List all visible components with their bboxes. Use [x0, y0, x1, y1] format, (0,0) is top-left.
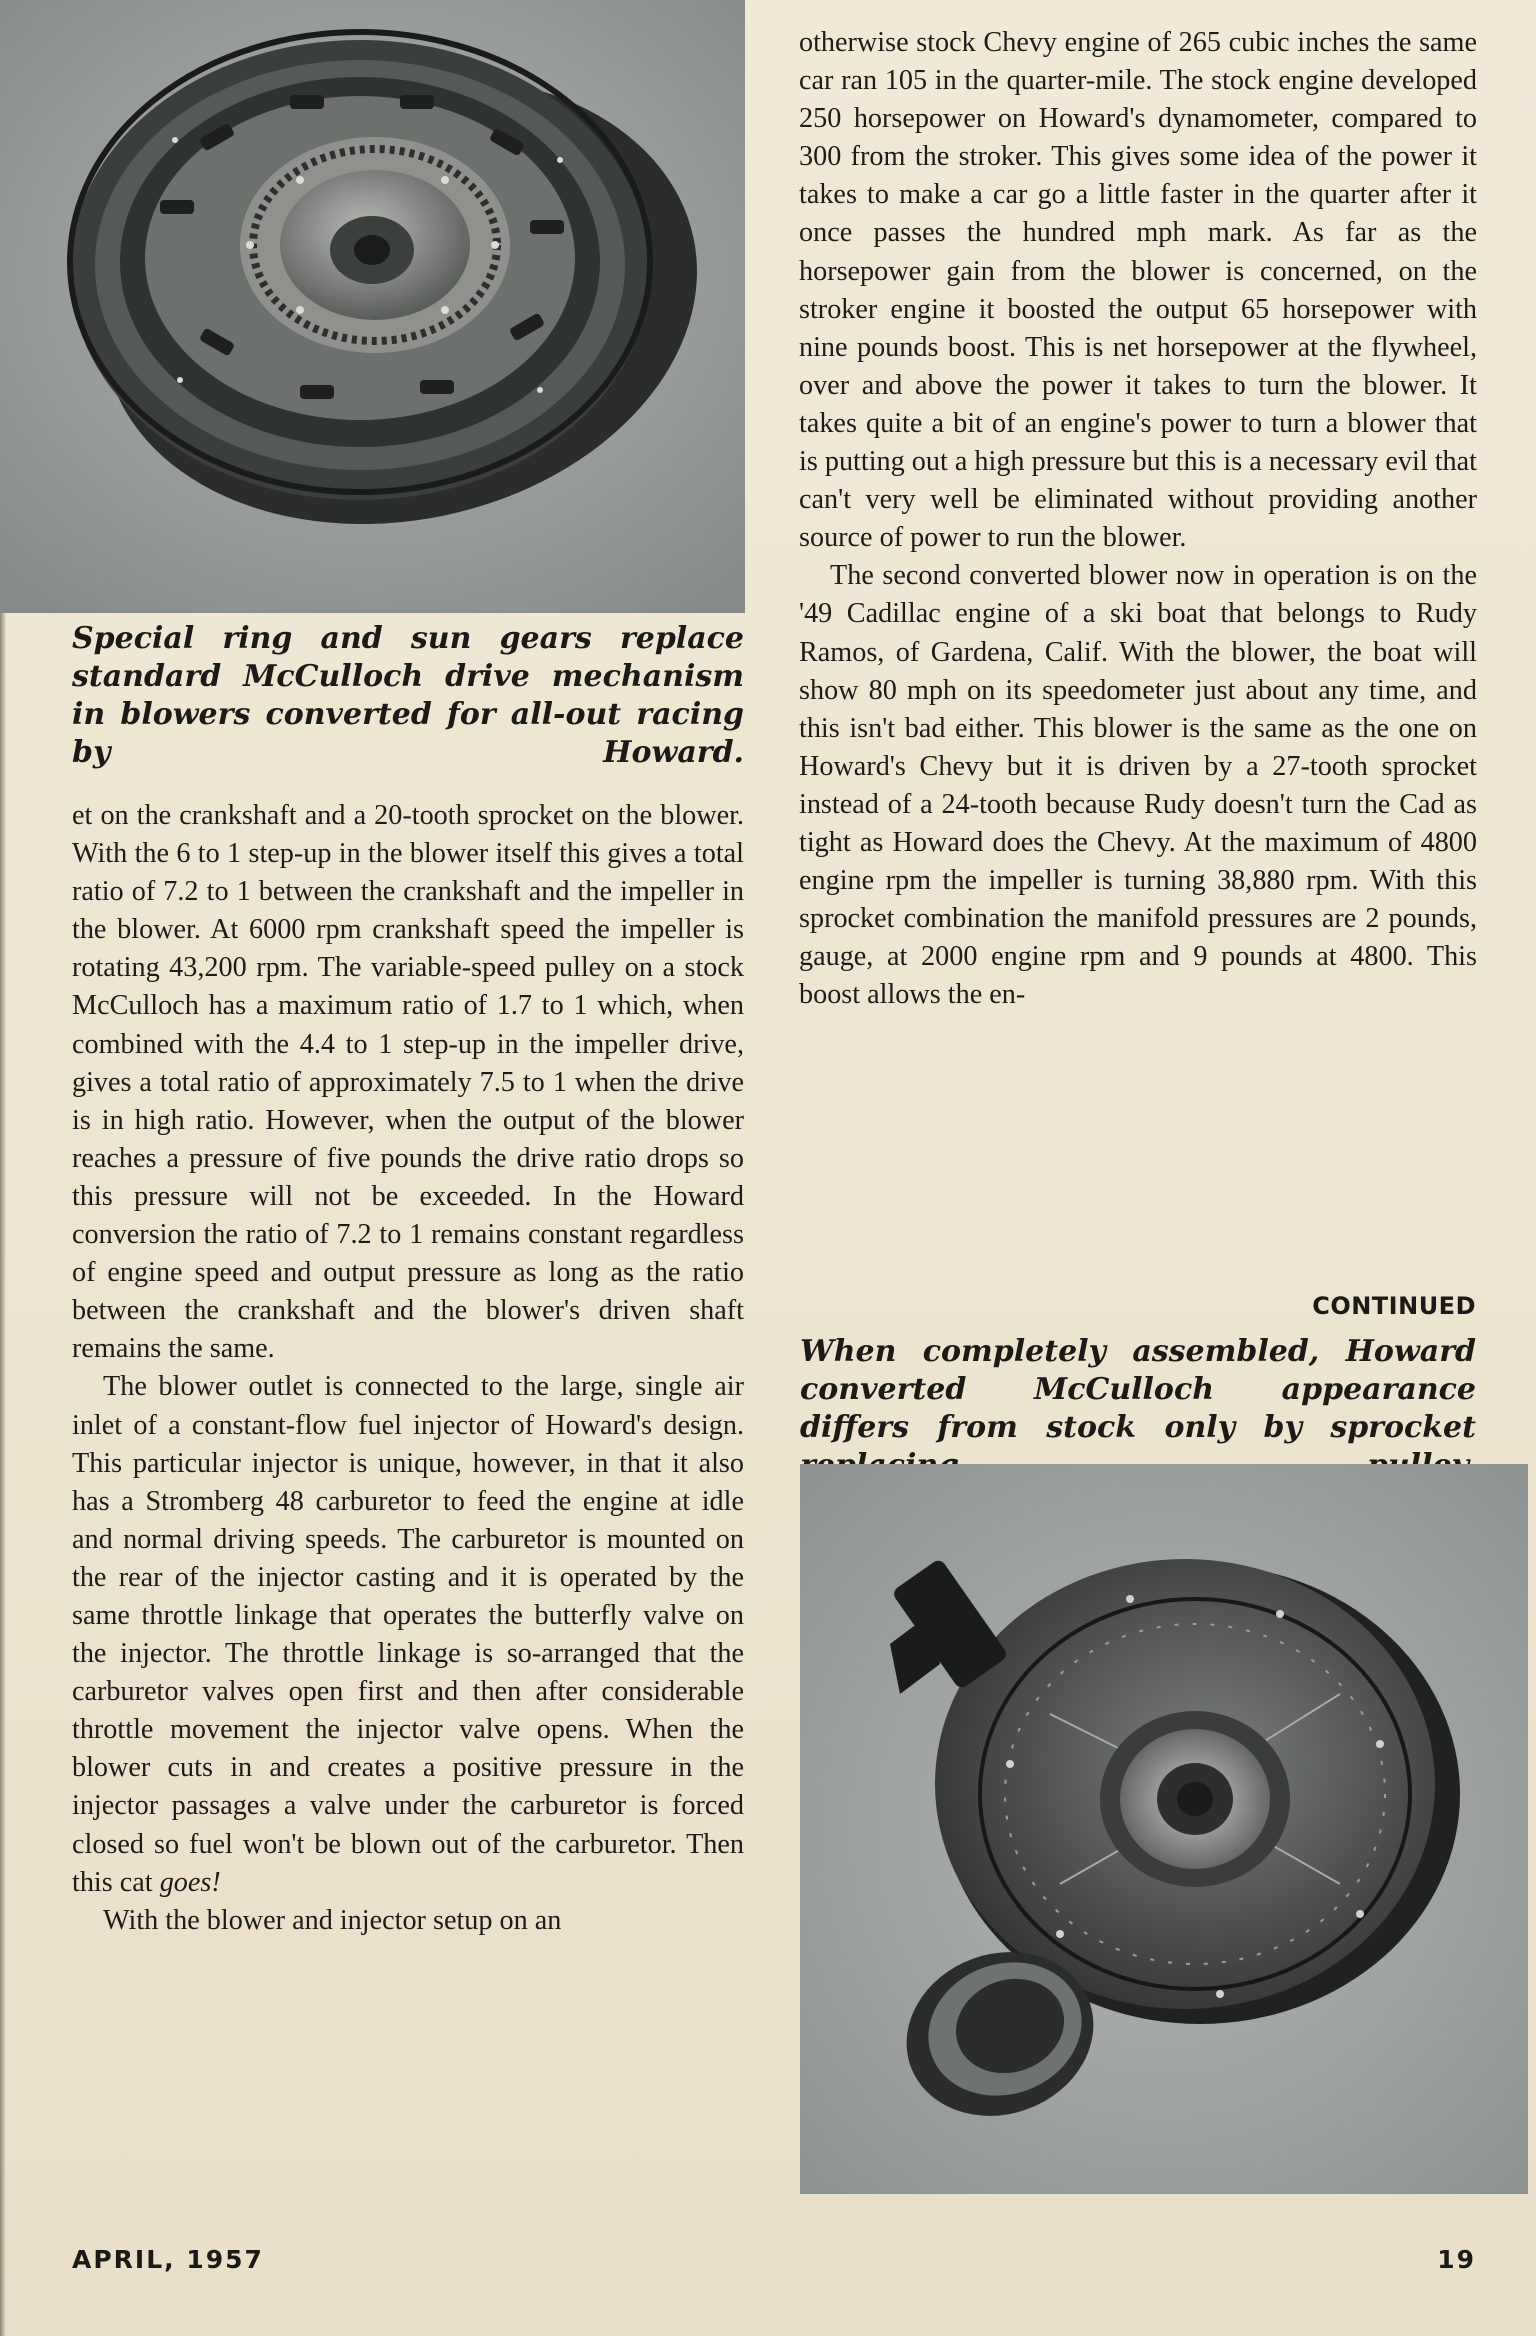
left-paragraph-1: et on the crankshaft and a 20-tooth sprocket on the blower. With the 6 to 1 step-up in the blower itself this gives a total ratio of 7.2 to 1 between the crankshaft and the impeller in the blower. At 6000 rpm crankshaft speed the impeller is rotating 43,200 rpm. The variable-speed pulley on a stock McCulloch has a maximum ratio of 1.7 to 1 which, when combined with the 4.4 to 1 step-up in the impeller drive, gives a total ratio of approximately 7.5 to 1 when the drive is in high ratio. However, when the output of the blower reaches a pressure of five pounds the drive ratio drops so this pressure will not be exceeded. In the Howard conversion the ratio of 7.2 to 1 remains constant regardless of engine speed and output pressure as long as the ratio between the crankshaft and the blower's driven shaft remains the same.: [72, 800, 744, 1365]
left-paragraph-2: [72, 1368, 744, 1901]
assembled-blower-photo: [800, 1464, 1528, 2194]
right-paragraph-2: The second converted blower now in operation is on the '49 Cadillac engine of a ski boat that belongs to Rudy Ramos, of Gardena, Calif. With the blower, the boat will show 80 mph on its speedometer just about any time, and this isn't bad either. This blower is the same as the one on Howard's Chevy but it is driven by a 27-tooth sprocket instead of a 24-tooth because Rudy doesn't turn the Cad as tight as Howard does the Chevy. At the maximum of 4800 engine rpm the impeller is turning 38,880 rpm. With this sprocket combination the manifold pressures are 2 pounds, gauge, at 2000 engine rpm and 9 pounds at 4800. This boost allows the en-: [799, 560, 1477, 1011]
left-column-text: [72, 797, 744, 1940]
left-paragraph-2-text: The blower outlet is connected to the large, single air inlet of a constant-flow fuel injector of Howard's design. This particular injector is unique, however, in that it also has a Stromberg 48 carburetor to feed the engine at idle and normal driving speeds. The carburetor is mounted on the rear of the injector casting and it is operated by the same throttle linkage that operates the butterfly valve on the injector. The throttle linkage is so-arranged that the carburetor valves open first and then after considerable throttle movement the injector valve opens. When the blower cuts in and creates a positive pressure in the injector passages a valve under the carburetor is forced closed so fuel won't be blown out of the carburetor. Then this cat: [72, 1371, 744, 1898]
gear-mechanism-image: [0, 0, 745, 613]
assembled-blower-image: [800, 1464, 1528, 2194]
right-column-text: [799, 24, 1477, 1014]
left-paragraph-2-emphasis: goes!: [159, 1866, 221, 1898]
continued-label: CONTINUED: [1312, 1292, 1476, 1320]
right-paragraph-1: otherwise stock Chevy engine of 265 cubic inches the same car ran 105 in the quarter-mile. The stock engine developed 250 horsepower on Howard's dynamometer, compared to 300 from the stroker. This gives some idea of the power it takes to make a car go a little faster in the quarter after it once passes the hundred mph mark. As far as the horsepower gain from the blower is concerned, on the stroker engine it boosted the output 65 horsepower with nine pounds boost. This is net horsepower at the flywheel, over and above the power it takes to turn the blower. It takes quite a bit of an engine's power to turn a blower that is putting out a high pressure but this is a necessary evil that can't very well be eliminated without providing another source of power to run the blower.: [799, 27, 1477, 554]
photo-caption-top: Special ring and sun gears replace standard McCulloch drive mechanism in blowers converted for all-out racing by Howard.: [72, 621, 744, 770]
photo-caption-bottom: When completely assembled, Howard converted McCulloch appearance differs from stock only by sprocket: [800, 1334, 1476, 1445]
page-number: 19: [1437, 2245, 1476, 2274]
issue-date: APRIL, 1957: [72, 2245, 264, 2274]
gear-mechanism-photo: [0, 0, 745, 613]
left-paragraph-3: With the blower and injector setup on an: [103, 1904, 562, 1936]
